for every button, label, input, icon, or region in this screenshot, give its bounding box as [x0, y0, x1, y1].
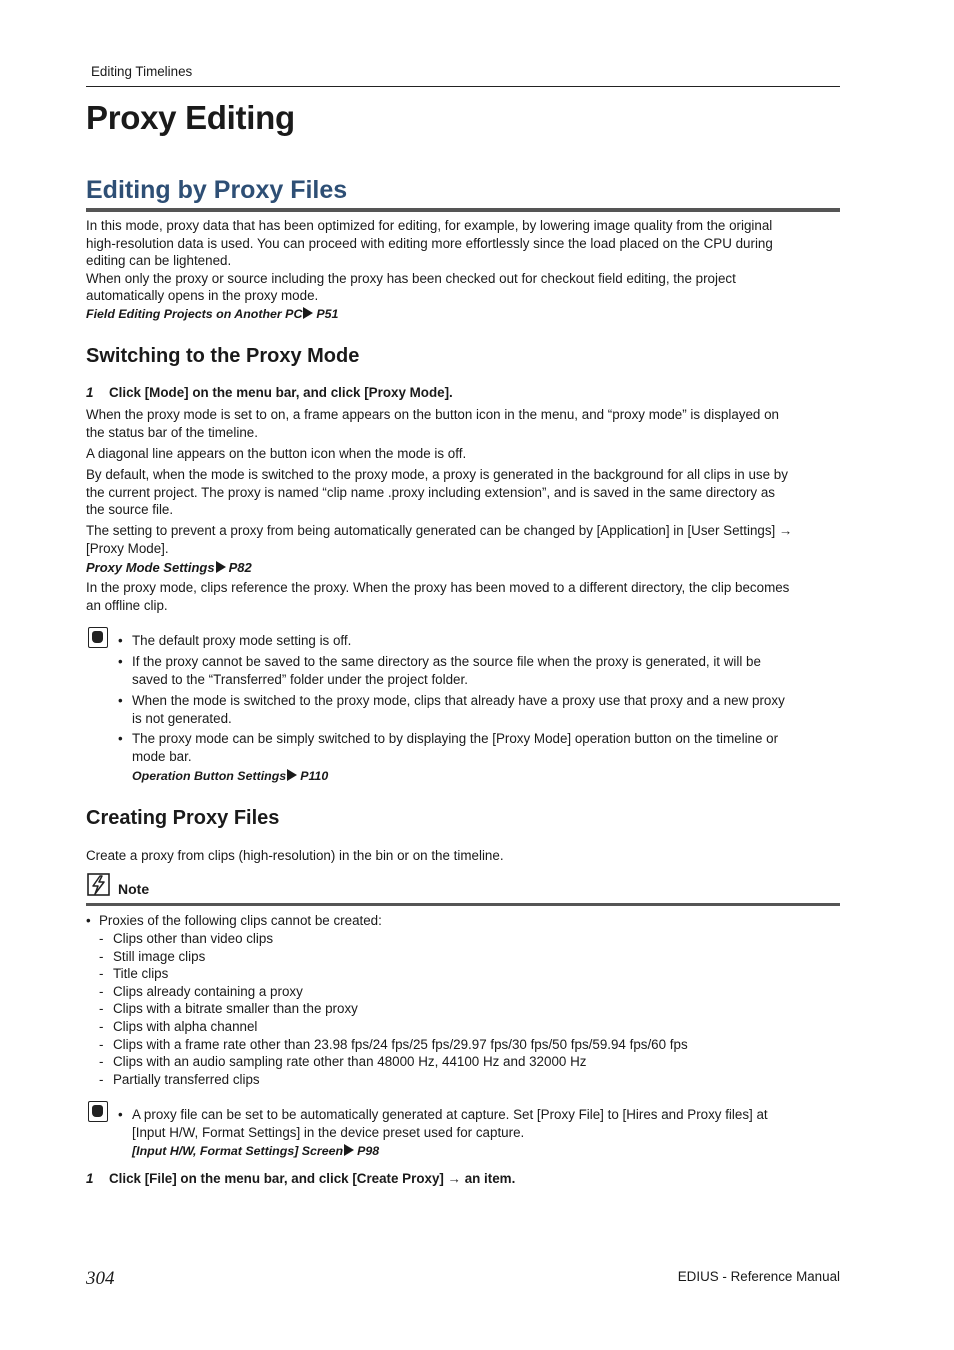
page-title: Proxy Editing: [86, 99, 295, 136]
paragraph: The setting to prevent a proxy from being automatically generated can be changed by [Application] in [User Settings] → [Proxy Mode].: [86, 523, 793, 556]
running-header: Editing Timelines: [91, 64, 193, 79]
list-item: - Partially transferred clips: [99, 1071, 260, 1087]
list-item: - Clips with a frame rate other than 23.98 fps/24 fps/25 fps/29.97 fps/30 fps/50 fps/59.94 fps/60 fps: [99, 1036, 688, 1052]
list-item: - Clips already containing a proxy: [99, 983, 303, 999]
arrow-icon: [216, 561, 226, 573]
list-item: - Clips other than video clips: [99, 931, 274, 946]
note-label: Note: [118, 881, 150, 897]
step-1: 1 Click [Mode] on the menu bar, and click [Proxy Mode].: [86, 385, 453, 400]
note-rule: [86, 903, 840, 906]
note-lead: • Proxies of the following clips cannot be created:: [86, 913, 382, 928]
hint-icon: [88, 627, 108, 648]
step-1: 1 Click [File] on the menu bar, and click [Create Proxy] → an item.: [86, 1171, 516, 1186]
cross-reference-link[interactable]: Proxy Mode Settings P82: [86, 560, 252, 575]
page-number: 304: [86, 1268, 115, 1289]
section-heading: Editing by Proxy Files: [86, 176, 348, 204]
subsection-heading: Creating Proxy Files: [86, 807, 280, 829]
arrow-icon: [303, 307, 313, 319]
paragraph: Create a proxy from clips (high-resolution) in the bin or on the timeline.: [86, 848, 504, 863]
list-item: - Clips with a bitrate smaller than the proxy: [99, 1001, 358, 1017]
paragraph: In the proxy mode, clips reference the proxy. When the proxy has been moved to a different directory, the clip becomes an offline clip.: [86, 580, 790, 613]
subsection-heading: Switching to the Proxy Mode: [86, 345, 360, 367]
intro-paragraph: In this mode, proxy data that has been optimized for editing, for example, by lowering image quality from the original high-resolution data is used. You can proceed with editing more effortlessly since the load placed on the CPU during editing can be lightened. When only the proxy or source including the proxy has been checked out for checkout field editing, the project automatically opens in the proxy mode.: [86, 218, 773, 304]
list-item: - Clips with an audio sampling rate other than 48000 Hz, 44100 Hz and 32000 Hz: [99, 1054, 587, 1070]
list-item: - Title clips: [99, 966, 169, 982]
arrow-icon: [344, 1144, 354, 1156]
paragraph: By default, when the mode is switched to the proxy mode, a proxy is generated in the background for all clips in use by the current project. The proxy is named “clip name .proxy including extension”, and is saved in the same directory as the source file.: [86, 467, 788, 518]
note-list: [99, 930, 688, 1088]
note-icon: [87, 873, 111, 897]
paragraph: When the proxy mode is set to on, a frame appears on the button icon in the menu, and “proxy mode” is displayed on the status bar of the timeline.: [86, 407, 779, 440]
manual-title: EDIUS - Reference Manual: [677, 1269, 840, 1284]
header-rule: [86, 86, 840, 87]
cross-reference-link[interactable]: [Input H/W, Format Settings] Screen P98: [132, 1144, 380, 1158]
cross-reference-link[interactable]: Operation Button Settings P110: [132, 769, 329, 783]
paragraph: A diagonal line appears on the button icon when the mode is off.: [86, 446, 467, 461]
list-item: - Clips with alpha channel: [99, 1018, 258, 1034]
arrow-icon: [287, 769, 297, 781]
cross-reference-link[interactable]: Field Editing Projects on Another PC P51: [86, 307, 339, 321]
hint-icon: [88, 1101, 108, 1122]
list-item: - Still image clips: [99, 948, 206, 964]
section-rule: [86, 208, 840, 212]
